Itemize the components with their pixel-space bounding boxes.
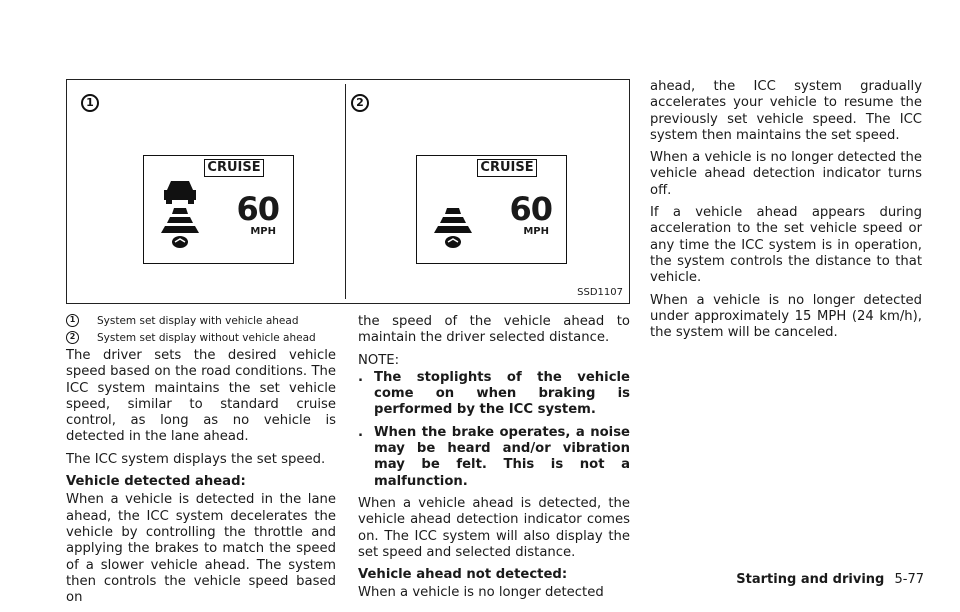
distance-bar-icon bbox=[167, 217, 193, 223]
figure-code: SSD1107 bbox=[577, 287, 623, 298]
paragraph: When a vehicle is no longer detected the vehicle ahead detection indicator turns off. bbox=[650, 150, 922, 198]
page-footer bbox=[736, 572, 924, 587]
panel-2-number: 2 bbox=[351, 94, 369, 112]
figure-divider bbox=[345, 84, 346, 299]
section-name: Starting and driving bbox=[736, 572, 885, 587]
vehicle-ahead-icon bbox=[158, 178, 202, 258]
speed-unit: MPH bbox=[523, 226, 549, 237]
speed-unit: MPH bbox=[250, 226, 276, 237]
note-item: . When the brake operates, a noise may be heard and/or vibration may be felt. This is not a malfunction. bbox=[358, 424, 630, 489]
set-speed-value: 60 bbox=[236, 190, 279, 228]
caption-text: System set display with vehicle ahead bbox=[97, 314, 299, 327]
display-with-vehicle bbox=[143, 155, 294, 264]
note-text: The stoplights of the vehicle come on when braking is performed by the ICC system. bbox=[374, 369, 630, 418]
paragraph: ahead, the ICC system gradually accelerates your vehicle to resume the previously set vehicle speed. The ICC system then maintains the set speed. bbox=[650, 79, 922, 143]
text-column-2 bbox=[358, 314, 630, 608]
panel-1-number: 1 bbox=[81, 94, 99, 112]
distance-bar-icon bbox=[440, 217, 466, 223]
paragraph: the speed of the vehicle ahead to maintain the driver selected distance. bbox=[358, 314, 630, 346]
distance-indicator-icon bbox=[431, 178, 475, 258]
distance-bar-icon bbox=[172, 208, 188, 214]
paragraph: When a vehicle ahead is detected, the vehicle ahead detection indicator comes on. The ICC system will also display the set speed and selected distance. bbox=[358, 495, 630, 560]
caption-number: 2 bbox=[66, 331, 79, 344]
page-number: 5-77 bbox=[894, 572, 924, 587]
caption-text: System set display without vehicle ahead bbox=[97, 331, 316, 344]
distance-bar-icon bbox=[434, 226, 472, 233]
paragraph: The ICC system displays the set speed. bbox=[66, 451, 326, 467]
cruise-label: CRUISE bbox=[477, 159, 537, 177]
distance-bar-icon bbox=[445, 208, 461, 214]
text-column-1 bbox=[66, 348, 336, 612]
paragraph: When a vehicle is detected in the lane ahead, the ICC system decelerates the vehicle by controlling the throttle and applying the brakes to match the speed of a slower vehicle ahead. The system then controls the vehicle speed based on bbox=[66, 492, 336, 606]
icc-display-figure bbox=[66, 79, 630, 304]
distance-bar-icon bbox=[161, 226, 199, 233]
set-speed-value: 60 bbox=[509, 190, 552, 228]
display-without-vehicle bbox=[416, 155, 567, 264]
paragraph: The driver sets the desired vehicle speed based on the road conditions. The ICC system maintains the set vehicle speed, similar to standard cruise control, as long as no vehicle is detected in the lane ahead. bbox=[66, 348, 336, 445]
paragraph: When a vehicle is no longer detected bbox=[358, 585, 604, 601]
cruise-label: CRUISE bbox=[204, 159, 264, 177]
caption-2 bbox=[66, 331, 316, 344]
paragraph: If a vehicle ahead appears during acceleration to the set vehicle speed or any time the ICC system is in operation, the system controls the distance to that vehicle. bbox=[650, 205, 922, 286]
section-heading: Vehicle detected ahead: bbox=[66, 474, 246, 490]
paragraph: When a vehicle is no longer detected under approximately 15 MPH (24 km/h), the system will be canceled. bbox=[650, 292, 922, 341]
note-label: NOTE: bbox=[358, 352, 400, 368]
note-item: . The stoplights of the vehicle come on when braking is performed by the ICC system. bbox=[358, 369, 630, 418]
caption-1 bbox=[66, 314, 299, 327]
text-column-3 bbox=[650, 79, 922, 347]
caption-number: 1 bbox=[66, 314, 79, 327]
note-text: When the brake operates, a noise may be heard and/or vibration may be felt. This is not a malfunction. bbox=[374, 424, 630, 489]
section-heading: Vehicle ahead not detected: bbox=[358, 567, 568, 583]
